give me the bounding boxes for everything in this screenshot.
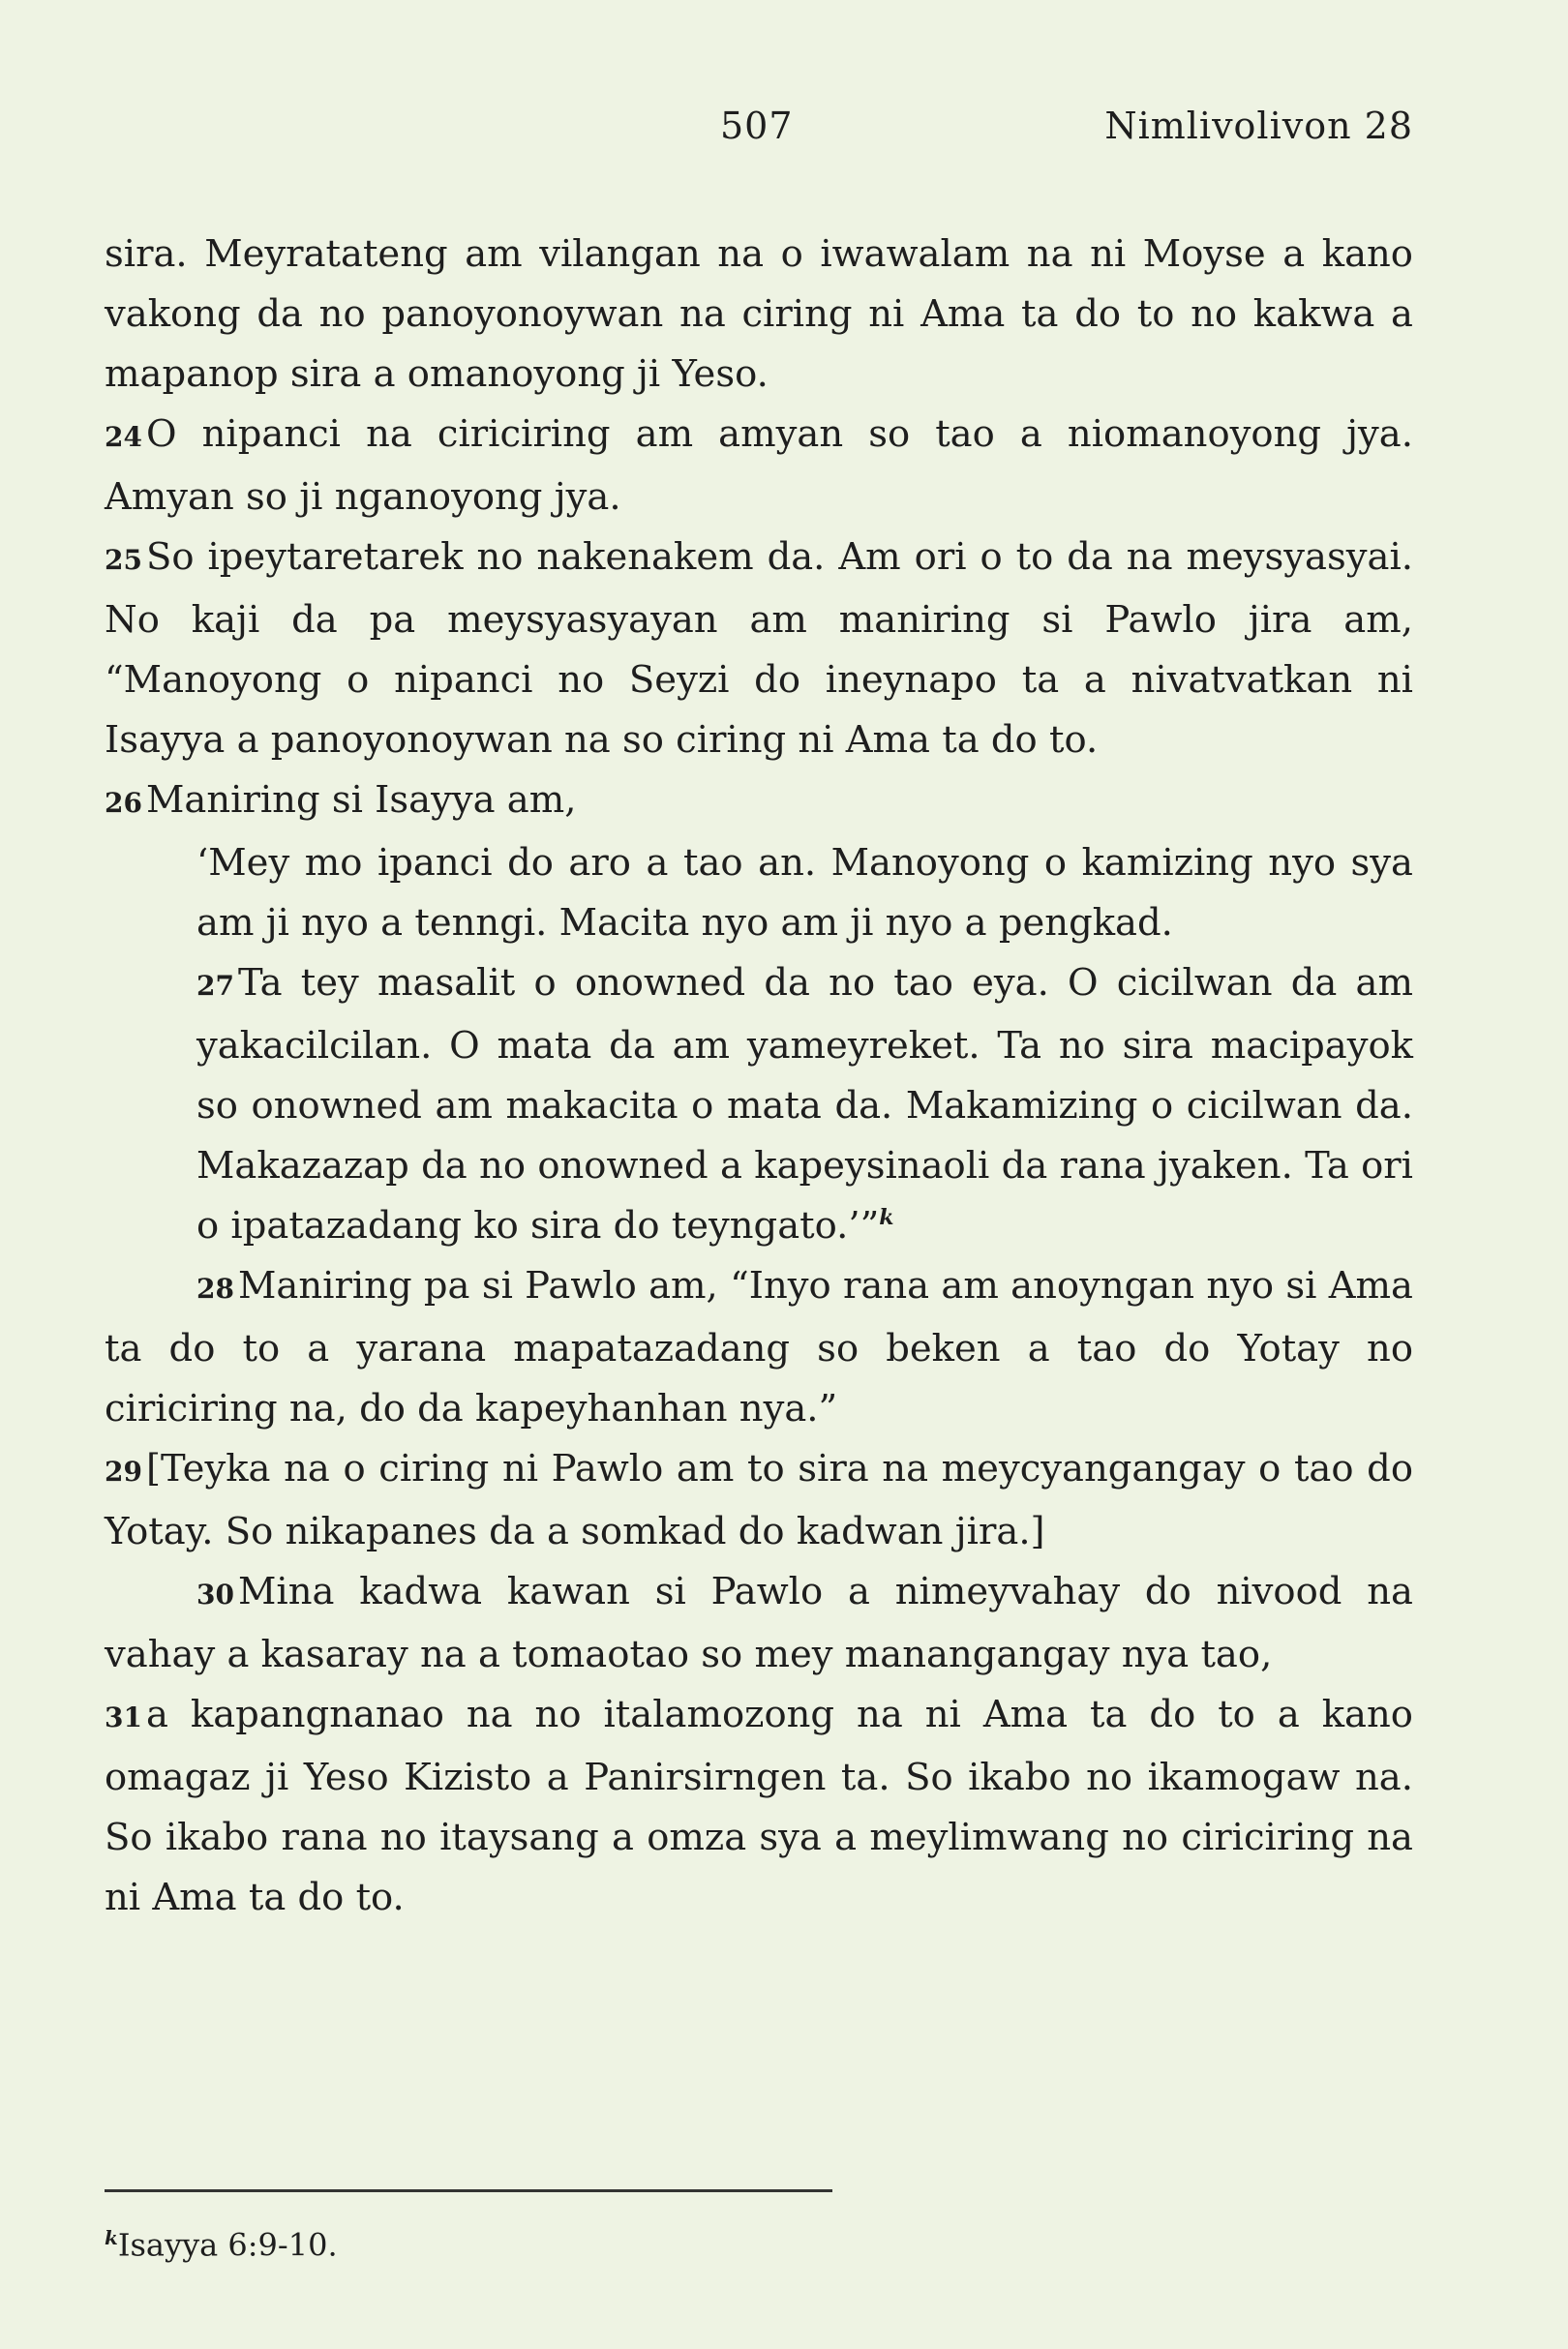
verse-text: Mina kadwa kawan si Pawlo a nimeyvahay do nivood na vahay a kasaray na a tomaotao so mey manangangay nya tao, [105, 1570, 1413, 1676]
body-text [105, 225, 1413, 1928]
verse-25 [105, 527, 1413, 770]
verse-number: 26 [105, 787, 142, 819]
verse-number: 31 [105, 1702, 142, 1733]
paragraph-text: sira. Meyratateng am vilangan na o iwawalam na ni Moyse a kano vakong da no panoyonoywan na ciring ni Ama ta do to no kakwa a mapanop sira a omanoyong ji Yeso. [105, 232, 1413, 396]
verse-number: 24 [105, 421, 142, 453]
verse-29 [105, 1439, 1413, 1562]
verse-30 [105, 1562, 1413, 1685]
quote-text: ‘Mey mo ipanci do aro a tao an. Manoyong o kamizing nyo sya am ji nyo a tenngi. Macita nyo am ji nyo a pengkad. [196, 841, 1413, 945]
verse-24 [105, 405, 1413, 527]
verse-text: a kapangnanao na no italamozong na ni Ama ta do to a kano omagaz ji Yeso Kizisto a Panirsirngen ta. So ikabo no ikamogaw na. So ikabo rana no itaysang a omza sya a meylimwang no ciriciring na ni Ama ta do to. [105, 1693, 1413, 1919]
verse-number: 29 [105, 1456, 142, 1488]
footnote-text: Isayya 6:9-10. [117, 2226, 338, 2264]
verse-28 [105, 1256, 1413, 1439]
verse-31 [105, 1685, 1413, 1928]
page-number: 507 [720, 105, 794, 147]
verse-text: O nipanci na ciriciring am amyan so tao a niomanoyong jya. Amyan so ji nganoyong jya. [105, 412, 1413, 519]
quote-block [105, 833, 1413, 953]
verse-26 [105, 770, 1413, 833]
verse-text: Ta tey masalit o onowned da no tao eya. O cicilwan da am yakacilcilan. O mata da am yameyreket. Ta no sira macipayok so onowned am makacita o mata da. Makamizing o cicilwan da. Makazazap da no onowned a kapeysinaoli da rana jyaken. Ta ori o ipatazadang ko sira do teyngato.’” [196, 961, 1413, 1248]
verse-text: Maniring pa si Pawlo am, “Inyo rana am anoyngan nyo si Ama ta do to a yarana mapatazadang so beken a tao do Yotay no ciriciring na, do da kapeyhanhan nya.” [105, 1264, 1413, 1430]
footnote-marker: k [879, 1205, 894, 1231]
verse-text: So ipeytaretarek no nakenakem da. Am ori o to da na meysyasyai. No kaji da pa meysyasyayan am maniring si Pawlo jira am, “Manoyong o nipanci no Seyzi do ineynapo ta a nivatvatkan ni Isayya a panoyonoywan na so ciring ni Ama ta do to. [105, 535, 1413, 762]
footnote [105, 2226, 338, 2264]
verse-27 [105, 953, 1413, 1256]
verse-number: 30 [196, 1579, 234, 1611]
footnote-mark: k [105, 2226, 118, 2249]
verse-number: 27 [196, 970, 234, 1002]
verse-number: 25 [105, 544, 142, 576]
verse-number: 28 [196, 1273, 234, 1305]
verse-text: Maniring si Isayya am, [145, 778, 577, 822]
page [105, 0, 1413, 2349]
page-header [105, 105, 1413, 163]
footnote-divider [105, 2189, 832, 2192]
running-head: Nimlivolivon 28 [1104, 105, 1413, 147]
paragraph-continuation [105, 225, 1413, 405]
verse-text: [Teyka na o ciring ni Pawlo am to sira na meycyangangay o tao do Yotay. So nikapanes da a somkad do kadwan jira.] [105, 1447, 1413, 1553]
